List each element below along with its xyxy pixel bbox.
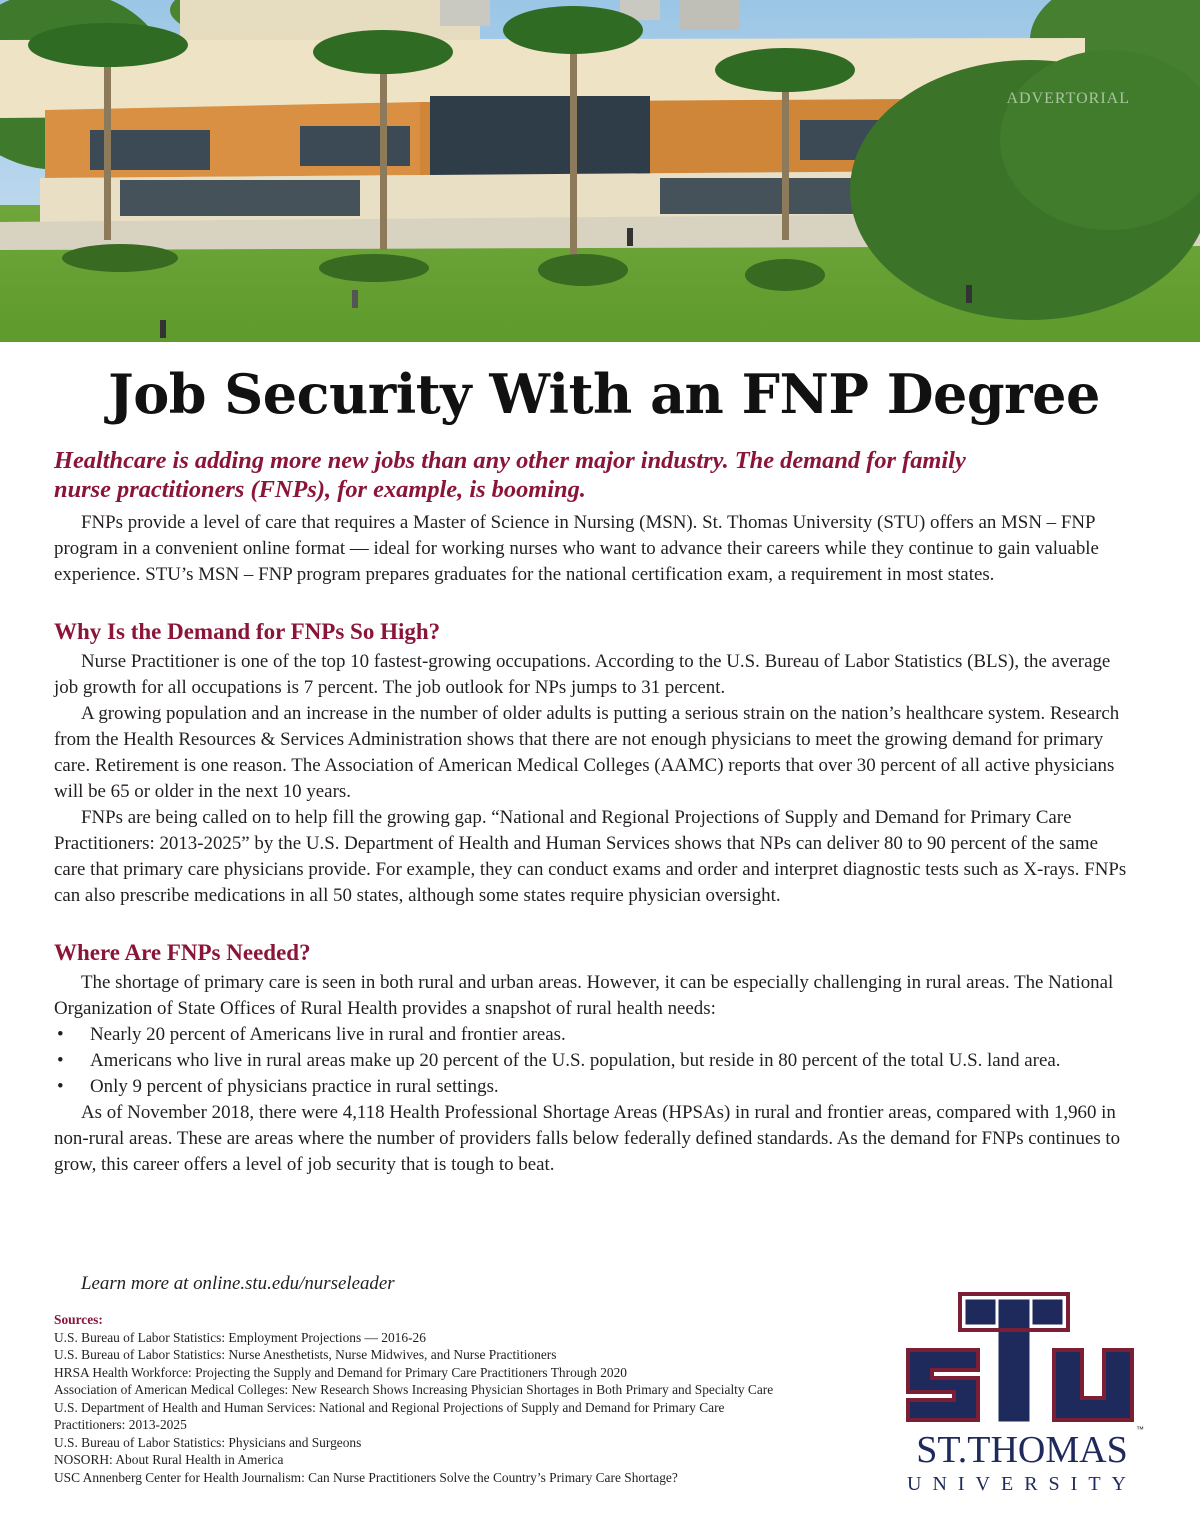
source-item: U.S. Bureau of Labor Statistics: Nurse Anesthetists, Nurse Midwives, and Nurse Practitioners	[54, 1347, 557, 1362]
sources-heading: Sources:	[54, 1312, 103, 1327]
trademark-symbol: ™	[1136, 1425, 1144, 1434]
source-item: U.S. Bureau of Labor Statistics: Physicians and Surgeons	[54, 1434, 362, 1450]
source-item: NOSORH: About Rural Health in America	[54, 1452, 284, 1467]
list-item: • Nearly 20 percent of Americans live in rural and frontier areas.	[54, 1022, 1134, 1048]
paragraph-shortage: The shortage of primary care is seen in both rural and urban areas. However, it can be especially challenging in rural areas. The National Organization of State Offices of Rural Health provides a snapshot of rural health needs:	[54, 972, 1114, 1019]
source-item: U.S. Department of Health and Human Services: National and Regional Projections of Supply and Demand for Primary Care	[54, 1399, 725, 1415]
sources-list	[54, 1311, 884, 1486]
source-item: HRSA Health Workforce: Projecting the Supply and Demand for Primary Care Practitioners Through 2020	[54, 1364, 627, 1380]
stu-logo	[892, 1292, 1152, 1512]
section-heading-demand: Why Is the Demand for FNPs So High?	[54, 619, 441, 644]
logo-name: ST.THOMAS	[916, 1429, 1128, 1471]
paragraph-gap: FNPs are being called on to help fill the growing gap. “National and Regional Projections of Supply and Demand for Primary Care Practitioners: 2013-2025” by the U.S. Department of Health and Human Services shows that NPs can deliver 80 to 90 percent of the same care that primary care physicians provide. For example, they can conduct exams and order and interpret diagnostic tests such as X-rays. FNPs can also prescribe medications in all 50 states, although some states require physician oversight.	[54, 807, 1127, 906]
intro-line: Healthcare is adding more new jobs than any other major industry. The demand for family	[54, 447, 966, 474]
campus-building-illustration	[0, 0, 1200, 342]
paragraph-hpsa: As of November 2018, there were 4,118 Health Professional Shortage Areas (HPSAs) in rural and frontier areas, compared with 1,960 in non-rural areas. These are areas where the number of providers falls below federally defined standards. As the demand for FNPs continues to grow, this career offers a level of job security that is tough to beat.	[54, 1102, 1121, 1175]
rural-needs-list	[54, 1022, 1134, 1100]
list-item: • Only 9 percent of physicians practice in rural settings.	[54, 1074, 1134, 1100]
intro-deck	[54, 446, 1134, 504]
stu-monogram-logo	[892, 1292, 1152, 1512]
hero-photo	[0, 0, 1200, 342]
article-body	[54, 510, 1134, 1178]
advertorial-watermark: ADVERTORIAL	[1006, 90, 1130, 107]
source-item: Practitioners: 2013-2025	[54, 1417, 187, 1432]
paragraph-population: A growing population and an increase in the number of older adults is putting a serious strain on the nation’s healthcare system. Research from the Health Resources & Services Administration shows that there are not enough physicians to meet the growing demand for primary care. Retirement is one reason. The Association of American Medical Colleges (AAMC) reports that over 30 percent of all active physicians will be 65 or older in the next 10 years.	[54, 703, 1120, 802]
learn-more-link[interactable]: Learn more at online.stu.edu/nurseleader	[81, 1273, 395, 1294]
page-title: Job Security With an FNP Degree	[108, 362, 1100, 426]
intro-line: nurse practitioners (FNPs), for example, is booming.	[54, 476, 586, 503]
source-item: Association of American Medical Colleges: New Research Shows Increasing Physician Shortages in Both Primary and Specialty Care	[54, 1382, 774, 1397]
source-item: USC Annenberg Center for Health Journalism: Can Nurse Practitioners Solve the Country’s Primary Care Shortage?	[54, 1469, 678, 1485]
source-item: U.S. Bureau of Labor Statistics: Employment Projections — 2016-26	[54, 1329, 426, 1345]
logo-subname: UNIVERSITY	[907, 1473, 1137, 1495]
list-item: • Americans who live in rural areas make up 20 percent of the U.S. population, but reside in 80 percent of the total U.S. land area.	[54, 1048, 1134, 1074]
paragraph-growth: Nurse Practitioner is one of the top 10 fastest-growing occupations. According to the U.S. Bureau of Labor Statistics (BLS), the average job growth for all occupations is 7 percent. The job outlook for NPs jumps to 31 percent.	[54, 651, 1111, 698]
paragraph-program: FNPs provide a level of care that requires a Master of Science in Nursing (MSN). St. Thomas University (STU) offers an MSN – FNP program in a convenient online format — ideal for working nurses who want to advance their careers while they continue to gain valuable experience. STU’s MSN – FNP program prepares graduates for the national certification exam, a requirement in most states.	[54, 512, 1099, 585]
section-heading-where: Where Are FNPs Needed?	[54, 940, 311, 965]
